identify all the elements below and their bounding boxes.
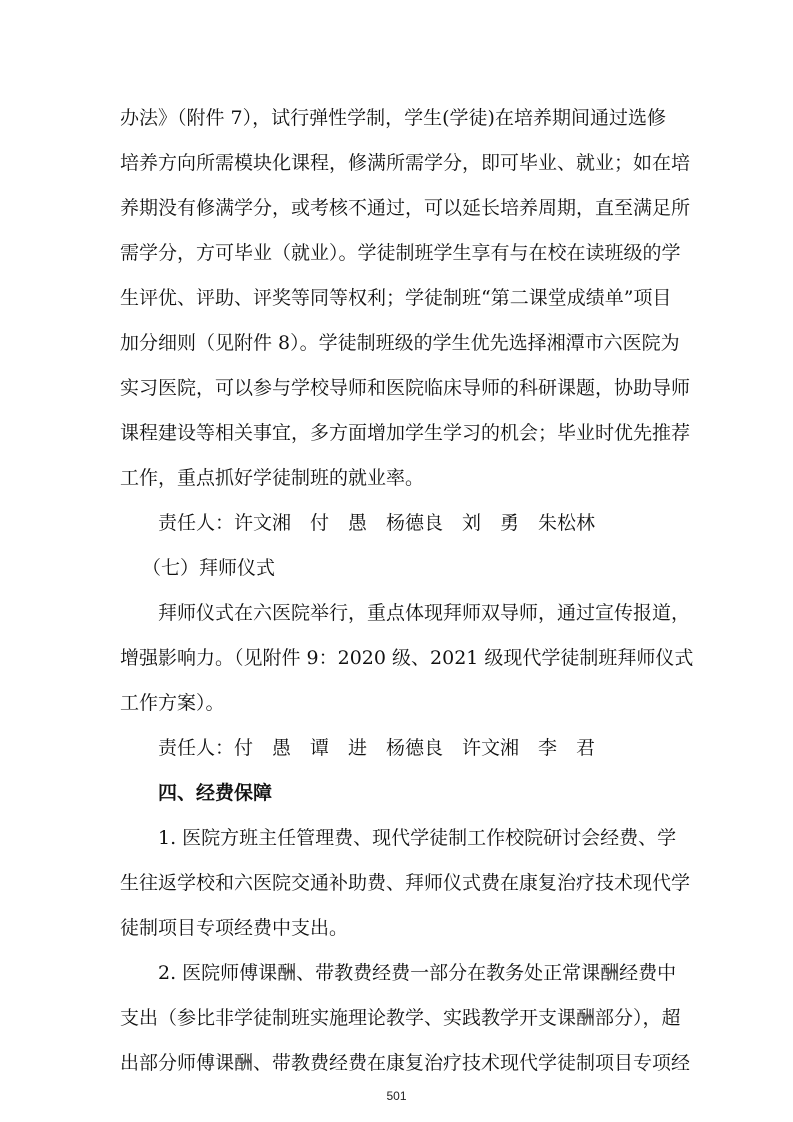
chapter-heading: 四、经费保障 [158, 782, 273, 804]
paragraph-line: 课程建设等相关事宜，多方面增加学生学习的机会；毕业时优先推荐 [120, 422, 691, 444]
paragraph-line: 徒制项目专项经费中支出。 [120, 917, 349, 939]
paragraph-line: 需学分，方可毕业（就业）。学徒制班学生享有与在校在读班级的学 [120, 242, 681, 264]
page-number: 501 [386, 1089, 407, 1103]
paragraph-line: 办法》（附件 7），试行弹性学制，学生(学徒)在培养期间通过选修 [120, 107, 666, 129]
paragraph-line: 增强影响力。（见附件 9：2020 级、2021 级现代学徒制班拜师仪式 [120, 647, 694, 669]
paragraph-line: 生评优、评助、评奖等同等权利；学徒制班“第二课堂成绩单”项目 [120, 287, 672, 309]
paragraph-line: 养期没有修满学分，或考核不通过，可以延长培养周期，直至满足所 [120, 197, 691, 219]
responsible-persons-line: 责任人：付 愚 谭 进 杨德良 许文湘 李 君 [158, 737, 596, 759]
paragraph-line: 出部分师傅课酬、带教费经费在康复治疗技术现代学徒制项目专项经 [120, 1052, 691, 1074]
paragraph-line: 加分细则（见附件 8）。学徒制班级的学生优先选择湘潭市六医院为 [120, 332, 680, 354]
paragraph-line: 实习医院，可以参与学校导师和医院临床导师的科研课题，协助导师 [120, 377, 691, 399]
paragraph-line: 支出（参比非学徒制班实施理论教学、实践教学开支课酬部分），超 [120, 1007, 681, 1029]
section-heading: （七）拜师仪式 [142, 557, 276, 579]
paragraph-line: 1. 医院方班主任管理费、现代学徒制工作校院研讨会经费、学 [158, 827, 677, 849]
paragraph-line: 拜师仪式在六医院举行，重点体现拜师双导师，通过宣传报道， [158, 602, 691, 624]
responsible-persons-line: 责任人：许文湘 付 愚 杨德良 刘 勇 朱松林 [158, 512, 596, 534]
paragraph-line: 生往返学校和六医院交通补助费、拜师仪式费在康复治疗技术现代学 [120, 872, 691, 894]
paragraph-line: 工作方案）。 [120, 692, 225, 714]
paragraph-line: 工作，重点抓好学徒制班的就业率。 [120, 467, 425, 489]
paragraph-line: 2. 医院师傅课酬、带教费经费一部分在教务处正常课酬经费中 [158, 962, 677, 984]
paragraph-line: 培养方向所需模块化课程，修满所需学分，即可毕业、就业；如在培 [120, 152, 691, 174]
